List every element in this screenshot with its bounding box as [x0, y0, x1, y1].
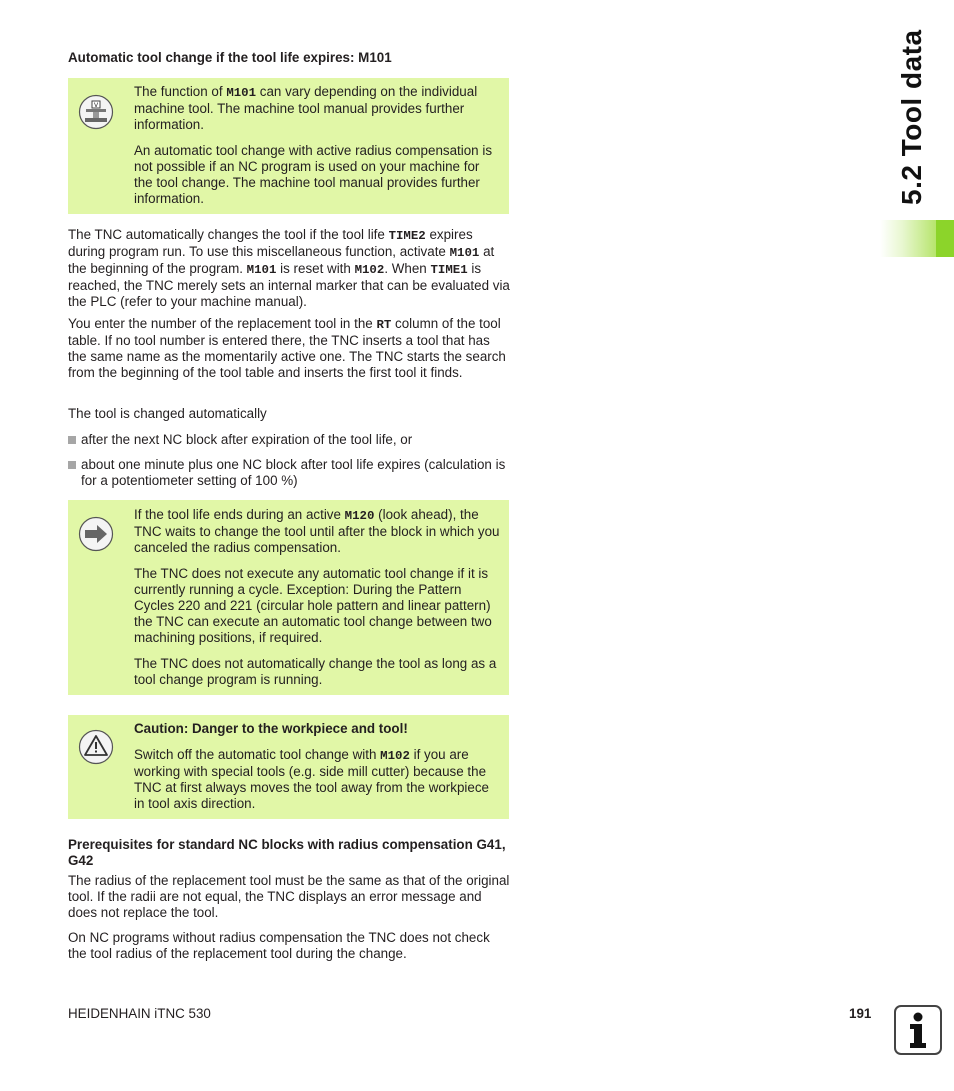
tip-note-box — [68, 500, 509, 695]
info-icon[interactable] — [894, 1005, 942, 1055]
body-paragraph-3: The tool is changed automatically — [68, 406, 267, 421]
section-heading-prerequisites: Prerequisites for standard NC blocks with radius compensation G41, G42 — [68, 837, 506, 868]
bullet-square-icon — [68, 436, 76, 444]
body-paragraph-5: On NC programs without radius compensation the TNC does not check the tool radius of the replacement tool during the change. — [68, 930, 490, 961]
page-number: 191 — [849, 1006, 872, 1021]
machine-note-p2: An automatic tool change with active radius compensation is not possible if an NC program is used on your machine for the tool change. The machine tool manual provides further information. — [134, 143, 493, 206]
chapter-tab — [880, 220, 954, 257]
svg-text:V: V — [93, 102, 99, 109]
body-paragraph-2: You enter the number of the replacement tool in the RT column of the tool table. If no tool number is entered there, the TNC inserts a tool that has the same name as the momentarily active one. The TNC starts the search from the beginning of the tool table and inserts the first tool it finds. — [68, 316, 506, 380]
tip-note-p2: The TNC does not execute any automatic tool change if it is currently running a cycle. Exception: During the Pattern Cycles 220 and 221 (circular hole pattern and linear pattern) the TNC can execute an automatic tool change between two machining positions, if required. — [134, 566, 492, 645]
tip-note-p3: The TNC does not automatically change the tool as long as a tool change program is running. — [134, 656, 497, 687]
warning-icon — [78, 729, 114, 765]
arrow-right-icon — [78, 516, 114, 552]
caution-title: Caution: Danger to the workpiece and tool! — [134, 721, 408, 736]
bullet-square-icon — [68, 461, 76, 469]
caution-note-box — [68, 715, 509, 819]
body-paragraph-4: The radius of the replacement tool must be the same as that of the original tool. If the radii are not equal, the TNC displays an error message and does not replace the tool. — [68, 873, 510, 920]
tip-note-text — [134, 507, 500, 698]
chapter-title: 5.2 Tool data — [896, 29, 927, 205]
machine-note-p1: The function of M101 can vary depending on the individual machine tool. The machine tool manual provides further information. — [134, 84, 478, 132]
body-paragraph-1: The TNC automatically changes the tool if the tool life TIME2 expires during program run. To use this miscellaneous function, activate M101 at the beginning of the program. M101 is reset with M102. When TIME1 is reached, the TNC merely sets an internal marker that can be evaluated via the PLC (refer to your machine manual). — [68, 227, 510, 309]
caution-note-p1: Switch off the automatic tool change with M102 if you are working with special tools (e.g. side mill cutter) because the TNC at first always moves the tool away from the workpiece in tool axis direction. — [134, 747, 489, 811]
section-heading-m101: Automatic tool change if the tool life expires: M101 — [68, 50, 392, 65]
machine-tool-icon — [78, 94, 114, 130]
footer-product: HEIDENHAIN iTNC 530 — [68, 1006, 211, 1021]
tip-note-p1: If the tool life ends during an active M120 (look ahead), the TNC waits to change the tool until after the block in which you canceled the radius compensation. — [134, 507, 500, 555]
caution-note-text — [134, 721, 500, 822]
machine-note-text — [134, 84, 500, 217]
machine-note-box — [68, 78, 509, 214]
